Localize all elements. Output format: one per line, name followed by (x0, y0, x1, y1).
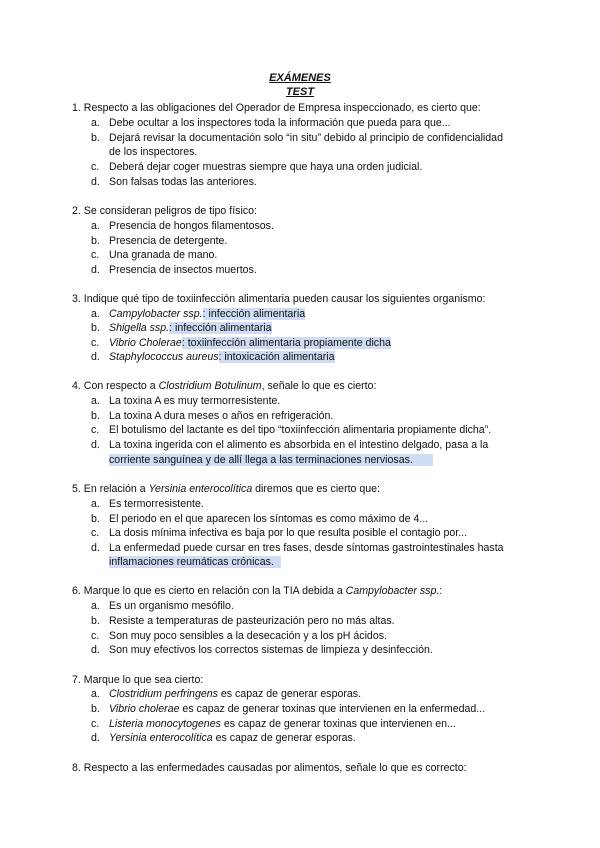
option-text: es capaz de generar toxinas que intervienen en la enfermedad... (179, 703, 486, 715)
option-letter: b. (91, 703, 100, 715)
option-text: Presencia de detergente. (109, 235, 228, 247)
option-text: inflamaciones reumáticas crónicas. (109, 556, 274, 568)
question-text: Marque lo que es cierto en relación con la TIA debida a (83, 585, 346, 597)
option-letter: a. (91, 395, 100, 407)
option-letter: a. (91, 220, 100, 232)
document-title: EXÁMENES (269, 72, 331, 84)
organism-name: Campylobacter ssp. (345, 585, 440, 597)
option-letter: a. (91, 117, 100, 129)
question-2 (72, 205, 542, 217)
option-text: : infección alimentaria (202, 308, 306, 320)
question-number: 1. (72, 102, 81, 114)
question-text: diremos que es cierto que: (252, 483, 381, 495)
question-number: 3. (72, 293, 81, 305)
question-number: 5. (72, 483, 81, 495)
question-6 (72, 585, 542, 597)
option-letter: b. (91, 615, 100, 627)
option-letter: c. (91, 424, 100, 436)
option-text: es capaz de generar esporas. (217, 688, 362, 700)
option-text: Resiste a temperaturas de pasteurización pero no más altas. (109, 615, 395, 627)
option-letter: a. (91, 688, 100, 700)
option-letter: b. (91, 235, 100, 247)
option-letter: d. (91, 644, 100, 656)
option-text: es capaz de generar toxinas que intervienen en... (220, 718, 456, 730)
option-text: corriente sanguínea y de allí llega a las terminaciones nerviosas. (109, 454, 413, 466)
option-text: Son muy poco sensibles a la desecación y a los pH ácidos. (109, 630, 387, 642)
option-text: Es un organismo mesófilo. (109, 600, 234, 612)
question-text: Indique qué tipo de toxiinfección alimentaria pueden causar los siguientes organismo: (83, 293, 486, 305)
option-text: : toxiinfección alimentaria propiamente dicha (181, 337, 391, 349)
question-7 (72, 674, 542, 686)
option-letter: b. (91, 410, 100, 422)
question-text: Se consideran peligros de tipo físico: (83, 205, 257, 217)
document-subtitle: TEST (285, 86, 315, 98)
organism-name: Staphylococcus aureus (109, 351, 219, 363)
option-letter: a. (91, 498, 100, 510)
option-letter: c. (91, 161, 100, 173)
question-8 (72, 762, 542, 774)
option-letter: c. (91, 249, 100, 261)
question-number: 6. (72, 585, 81, 597)
question-5 (72, 483, 542, 495)
organism-name: Campylobacter ssp. (109, 308, 203, 320)
option-text: Son muy efectivos los correctos sistemas de limpieza y desinfección. (109, 644, 433, 656)
option-text: La dosis mínima infectiva es baja por lo que resulta posible el contagio por... (109, 527, 468, 539)
option-text: de los inspectores. (109, 146, 198, 158)
option-text: El periodo en el que aparecen los síntomas es como máximo de 4... (109, 513, 429, 525)
option-letter: a. (91, 308, 100, 320)
organism-name: Yersinia enterocolítica (109, 732, 213, 744)
option-letter: b. (91, 322, 100, 334)
question-number: 7. (72, 674, 81, 686)
option-letter: d. (91, 542, 100, 554)
question-text: Marque lo que sea cierto: (83, 674, 204, 686)
option-text: La toxina A es muy termorresistente. (109, 395, 281, 407)
option-letter: d. (91, 732, 100, 744)
option-text: La toxina A dura meses o años en refrigeración. (109, 410, 334, 422)
option-text: Es termorresistente. (109, 498, 204, 510)
option-text: Dejará revisar la documentación solo “in situ” debido al principio de confidencialidad (109, 132, 503, 144)
q5-option-d-continued (109, 556, 281, 568)
option-letter: b. (91, 132, 100, 144)
q4-option-d-continued (109, 454, 433, 466)
question-text: En relación a (83, 483, 149, 495)
option-text: El botulismo del lactante es del tipo “toxiinfección alimentaria propiamente dicha”. (109, 424, 492, 436)
question-text: , señale lo que es cierto: (261, 380, 377, 392)
option-letter: c. (91, 527, 100, 539)
option-text: Deberá dejar coger muestras siempre que haya una orden judicial. (109, 161, 423, 173)
option-letter: d. (91, 351, 100, 363)
option-letter: d. (91, 439, 100, 451)
option-letter: b. (91, 513, 100, 525)
organism-name: Listeria monocytogenes (109, 718, 221, 730)
question-4 (72, 380, 542, 392)
option-letter: c. (91, 337, 100, 349)
question-number: 8. (72, 762, 81, 774)
question-text: Respecto a las obligaciones del Operador de Empresa inspeccionado, es cierto que: (83, 102, 481, 114)
option-text: es capaz de generar esporas. (212, 732, 356, 744)
organism-name: Shigella ssp. (109, 322, 170, 334)
option-text: Una granada de mano. (109, 249, 218, 261)
option-letter: d. (91, 176, 100, 188)
question-3 (72, 293, 542, 305)
organism-name: Vibrio Cholerae (109, 337, 182, 349)
option-letter: c. (91, 630, 100, 642)
option-letter: a. (91, 600, 100, 612)
option-text: Presencia de hongos filamentosos. (109, 220, 274, 232)
organism-name: Clostridium perfringens (109, 688, 218, 700)
question-text: Respecto a las enfermedades causadas por alimentos, señale lo que es correcto: (83, 762, 467, 774)
organism-name: Yersinia enterocolítica (148, 483, 253, 495)
option-letter: c. (91, 718, 100, 730)
option-text: La enfermedad puede cursar en tres fases, desde síntomas gastrointestinales hasta (109, 542, 504, 554)
option-text: Presencia de insectos muertos. (109, 264, 257, 276)
question-text: Con respecto a (83, 380, 159, 392)
option-letter: d. (91, 264, 100, 276)
question-1 (72, 102, 542, 114)
organism-name: Clostridium Botulinum (158, 380, 262, 392)
question-number: 4. (72, 380, 81, 392)
option-text: Debe ocultar a los inspectores toda la información que pueda para que... (109, 117, 451, 129)
question-text: : (439, 585, 443, 597)
option-text: : intoxicación alimentaria (218, 351, 335, 363)
option-text: Son falsas todas las anteriores. (109, 176, 257, 188)
question-number: 2. (72, 205, 81, 217)
option-text: La toxina ingerida con el alimento es absorbida en el intestino delgado, pasa a la (109, 439, 489, 451)
organism-name: Vibrio cholerae (109, 703, 180, 715)
option-text: : infección alimentaria (169, 322, 272, 334)
